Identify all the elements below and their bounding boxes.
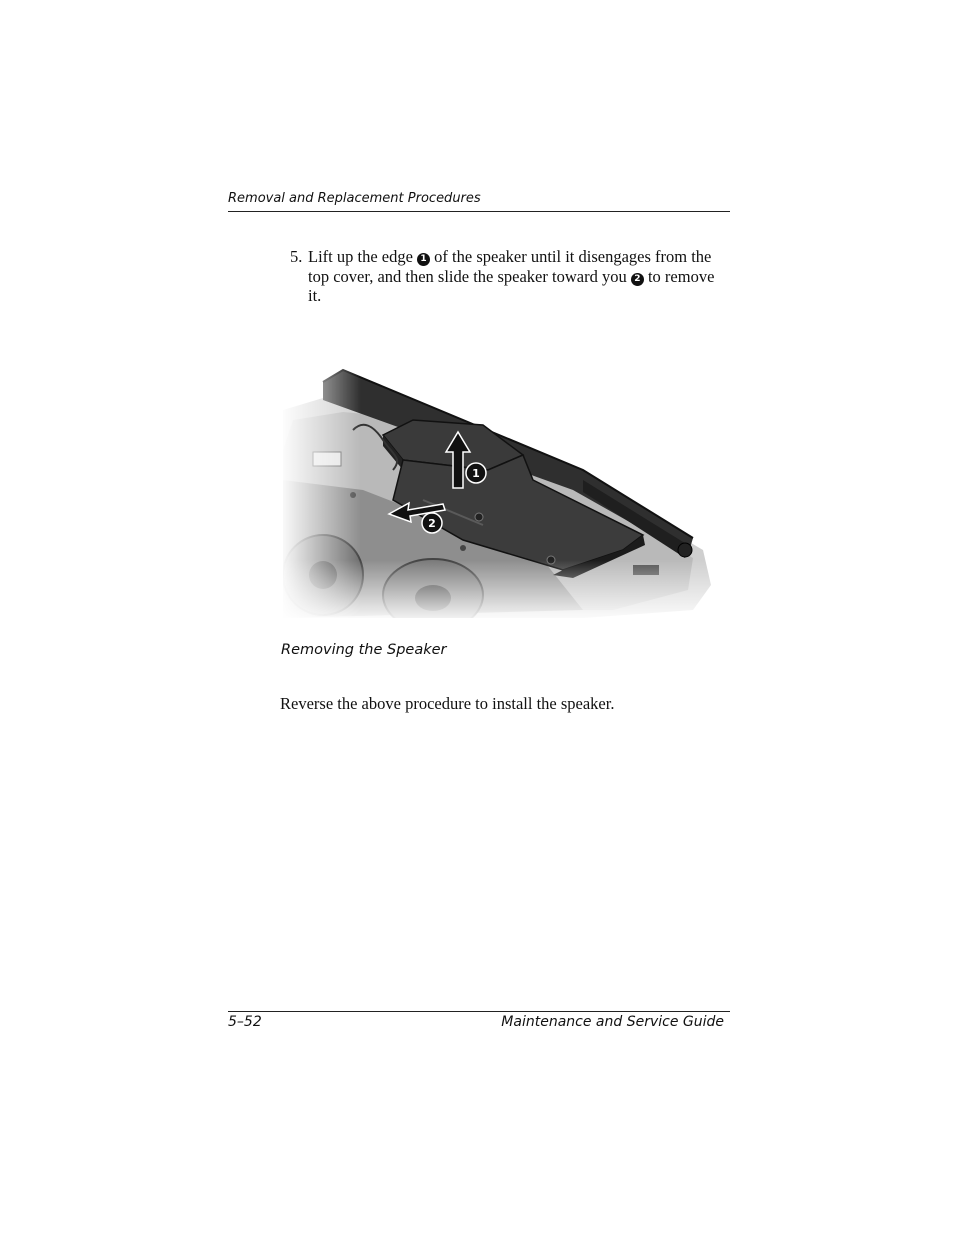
step-5 bbox=[290, 247, 720, 306]
speaker-removal-illustration bbox=[283, 360, 715, 618]
figure-callout-2: 2 bbox=[428, 517, 436, 530]
header-rule bbox=[228, 211, 730, 212]
step-text-part2: of the speaker until it disengages from the top cover, and then slide the speaker toward you bbox=[308, 247, 712, 286]
callout-2-icon: 2 bbox=[631, 273, 644, 286]
step-text-part3: to remove it. bbox=[308, 266, 715, 306]
step-number: 5. bbox=[290, 247, 303, 266]
figure-callout-1: 1 bbox=[472, 467, 480, 480]
book-title: Maintenance and Service Guide bbox=[501, 1014, 724, 1030]
footer-rule bbox=[228, 1011, 730, 1012]
callout-1-icon: 1 bbox=[417, 253, 430, 266]
figure-caption: Removing the Speaker bbox=[281, 642, 447, 658]
running-head: Removal and Replacement Procedures bbox=[228, 191, 481, 206]
body-paragraph: Reverse the above procedure to install the speaker. bbox=[280, 694, 615, 713]
page-number: 5–52 bbox=[228, 1014, 262, 1030]
step-text bbox=[308, 247, 720, 306]
step-text-part1: Lift up the edge bbox=[308, 247, 418, 266]
